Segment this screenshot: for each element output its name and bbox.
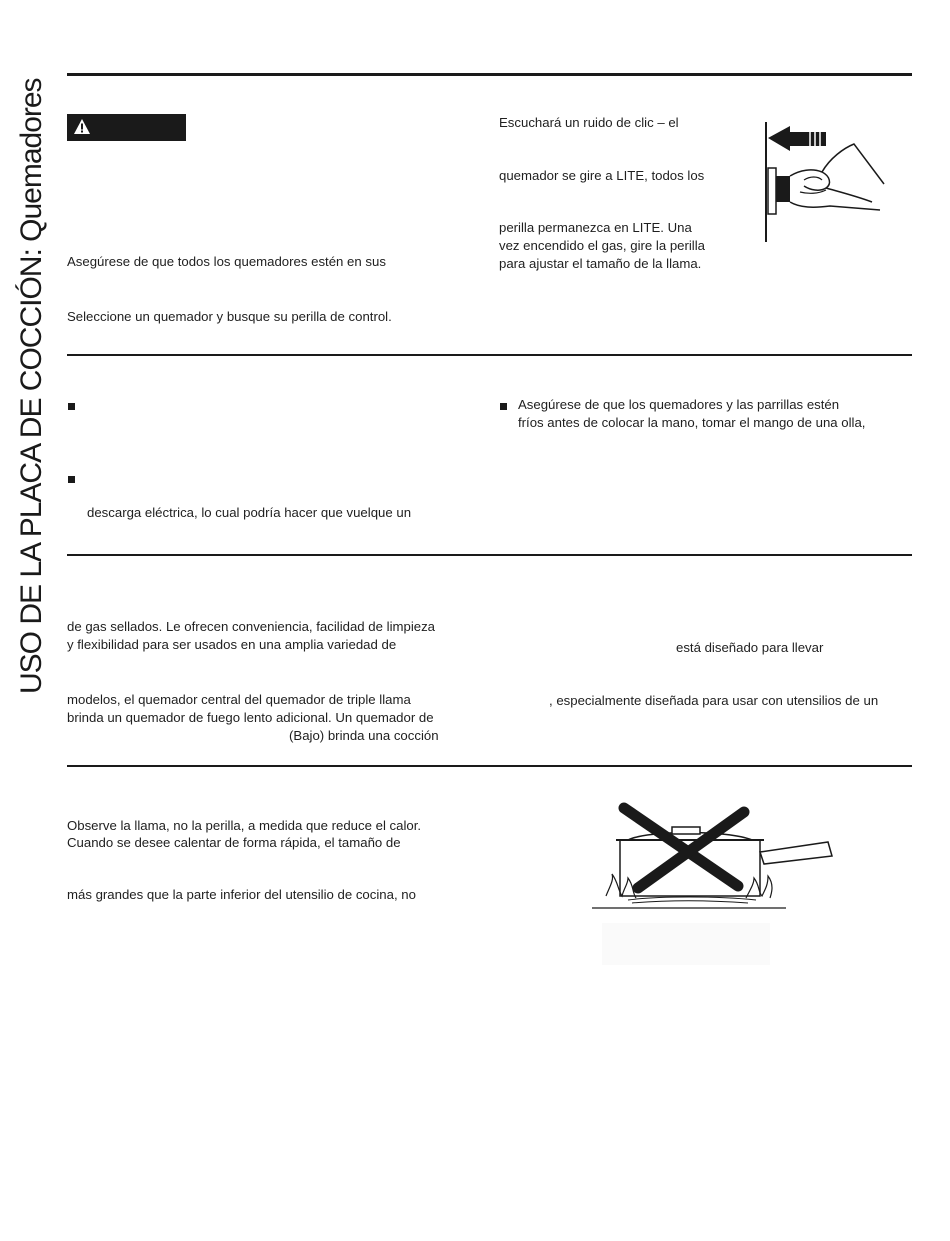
- select-burner-text: Seleccione un quemador y busque su perilla de control.: [67, 309, 392, 324]
- low-cook-text: (Bajo) brinda una cocción: [289, 728, 439, 743]
- special-design-text: , especialmente diseñada para usar con utensilios de un: [549, 693, 879, 708]
- quick-heat-text: Cuando se desee calentar de forma rápida, el tamaño de: [67, 835, 401, 850]
- bullet-2: [68, 476, 75, 483]
- section-divider-1: [67, 354, 912, 356]
- flame-size-warning-text: más grandes que la parte inferior del utensilio de cocina, no: [67, 887, 416, 902]
- cool-burners-text-2: fríos antes de colocar la mano, tomar el mango de una olla,: [518, 415, 866, 430]
- bullet-1: [68, 403, 75, 410]
- bullet-3: [500, 403, 507, 410]
- oversized-flame-illustration: [588, 800, 838, 915]
- check-burners-text: Asegúrese de que todos los quemadores estén en sus: [67, 254, 386, 269]
- sealed-burners-text-1: de gas sellados. Le ofrecen conveniencia, facilidad de limpieza: [67, 619, 436, 634]
- warning-icon: [73, 118, 91, 135]
- section-divider-2: [67, 554, 912, 556]
- knob-push-illustration: [760, 118, 890, 244]
- designed-text: está diseñado para llevar: [676, 640, 824, 655]
- click-sound-text: Escuchará un ruido de clic – el: [499, 115, 679, 130]
- warning-label: [67, 114, 186, 141]
- cool-burners-text-1: Asegúrese de que los quemadores y las parrillas estén: [518, 397, 840, 412]
- sealed-burners-text-2: y flexibilidad para ser usados en una amplia variedad de: [67, 637, 397, 652]
- gas-lit-text: vez encendido el gas, gire la perilla: [499, 238, 705, 253]
- triple-flame-text-2: brinda un quemador de fuego lento adicional. Un quemador de: [67, 710, 434, 725]
- observe-flame-text: Observe la llama, no la perilla, a medida que reduce el calor.: [67, 818, 422, 833]
- shock-warning-text: descarga eléctrica, lo cual podría hacer que vuelque un: [87, 505, 412, 520]
- top-rule: [67, 73, 912, 76]
- knob-lite-text: perilla permanezca en LITE. Una: [499, 220, 692, 235]
- caption-box: [602, 923, 770, 965]
- flame-size-text: para ajustar el tamaño de la llama.: [499, 256, 702, 271]
- side-section-title: USO DE LA PLACA DE COCCIÓN: Quemadores: [15, 78, 48, 694]
- lite-text: quemador se gire a LITE, todos los: [499, 168, 705, 183]
- triple-flame-text-1: modelos, el quemador central del quemador de triple llama: [67, 692, 411, 707]
- section-divider-3: [67, 765, 912, 767]
